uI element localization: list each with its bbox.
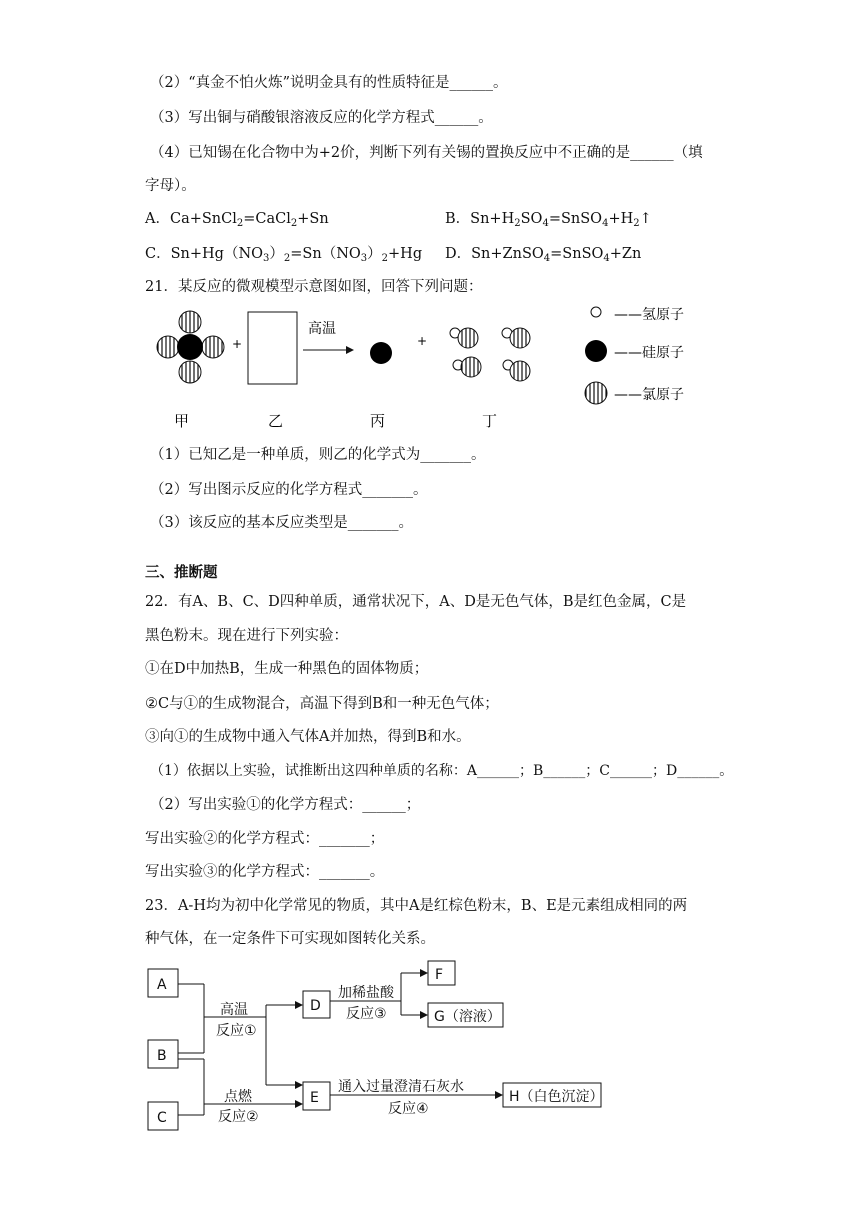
- cond1-bottom: 反应①: [216, 1023, 257, 1039]
- legend-hydrogen: ——氢原子: [614, 307, 684, 323]
- cond2-bottom: 反应②: [218, 1109, 259, 1125]
- label-g: G（溶液）: [434, 1009, 501, 1025]
- q20-part4-line2: 字母）。: [145, 178, 196, 194]
- cond3-top: 加稀盐酸: [338, 985, 394, 1001]
- q21-part3: （3）该反应的基本反应类型是_______。: [150, 515, 413, 531]
- legend-h-symbol: [591, 307, 601, 317]
- cond1-top: 高温: [220, 1002, 248, 1018]
- label-f: F: [435, 967, 444, 983]
- plus-sign-1: +: [232, 337, 243, 351]
- legend-chlorine: ——氯原子: [614, 387, 684, 403]
- q22-line1: 22．有A、B、C、D四种单质，通常状况下，A、D是无色气体，B是红色金属，C是: [145, 594, 687, 610]
- label-ding: 丁: [482, 412, 498, 430]
- cond4-top: 通入过量澄清石灰水: [338, 1079, 464, 1095]
- label-yi: 乙: [268, 412, 284, 430]
- q20-option-d: D．Sn+ZnSO$_4$=SnSO$_4$+Zn: [445, 246, 642, 264]
- label-h: H（白色沉淀）: [509, 1089, 604, 1105]
- q22-line3: ①在D中加热B，生成一种黑色的固体物质；: [145, 661, 429, 677]
- q21-part1: （1）已知乙是一种单质，则乙的化学式为_______。: [150, 447, 486, 463]
- cond4-bottom: 反应④: [388, 1101, 429, 1117]
- q20-part3: （3）写出铜与硝酸银溶液反应的化学方程式______。: [150, 110, 493, 126]
- q20-option-c: C．$Sn+Hg(NO_3)_2=Sn(NO_3)_2+Hg$: [145, 246, 423, 264]
- atom-bing-si: [370, 342, 392, 364]
- q22-part1: （1）依据以上实验，试推断出这四种单质的名称：A______；B______；C______；D______。: [150, 763, 734, 779]
- label-a: A: [157, 977, 167, 993]
- cond2-top: 点燃: [224, 1089, 252, 1105]
- section-title-inference: 三、推断题: [145, 564, 218, 581]
- label-c: C: [157, 1110, 167, 1126]
- label-jia: 甲: [174, 412, 190, 430]
- label-bing: 丙: [370, 412, 386, 430]
- q20-part2: （2）“真金不怕火炼”说明金具有的性质特征是______。: [150, 75, 508, 91]
- condition-high-temp: 高温: [308, 321, 336, 337]
- q22-part2-eq2: 写出实验②的化学方程式：_______；: [145, 831, 385, 847]
- q22-line2: 黑色粉末。现在进行下列实验：: [145, 628, 348, 644]
- label-e: E: [310, 1090, 319, 1106]
- q22-part2-eq3: 写出实验③的化学方程式：_______。: [145, 864, 385, 880]
- molecule-jia-sicl4: [157, 311, 224, 383]
- box-yi: [248, 312, 297, 384]
- molecules-ding-hcl: [450, 328, 530, 381]
- label-b: B: [157, 1048, 167, 1064]
- q21-micro-model-diagram: [140, 298, 720, 438]
- q20-option-b: B．$Sn+H_2SO_4=SnSO_4+H_2↑$: [445, 211, 652, 229]
- plus-sign-2: +: [417, 334, 428, 348]
- q22-part2: （2）写出实验①的化学方程式：______；: [150, 797, 421, 813]
- q20-part4-line1: （4）已知锡在化合物中为+2价，判断下列有关锡的置换反应中不正确的是______（填: [150, 145, 703, 161]
- q21-stem: 21．某反应的微观模型示意图如图，回答下列问题：: [145, 279, 483, 295]
- q23-line1: 23．A-H均为初中化学常见的物质，其中A是红棕色粉末，B、E是元素组成相同的两: [145, 898, 688, 914]
- legend-cl-symbol: [585, 382, 607, 404]
- q21-part2: （2）写出图示反应的化学方程式_______。: [150, 482, 428, 498]
- label-d: D: [310, 998, 321, 1014]
- q22-line4: ②C与①的生成物混合，高温下得到B和一种无色气体；: [145, 696, 499, 712]
- q20-option-a: A．Ca+SnCl$_2$=CaCl$_2$+Sn: [145, 211, 329, 229]
- legend-si-symbol: [585, 340, 607, 362]
- legend-silicon: ——硅原子: [614, 345, 684, 361]
- cond3-bottom: 反应③: [346, 1006, 387, 1022]
- q23-conversion-diagram: [140, 958, 620, 1140]
- q23-line2: 种气体，在一定条件下可实现如图转化关系。: [145, 931, 435, 947]
- q22-line5: ③向①的生成物中通入气体A并加热，得到B和水。: [145, 729, 471, 745]
